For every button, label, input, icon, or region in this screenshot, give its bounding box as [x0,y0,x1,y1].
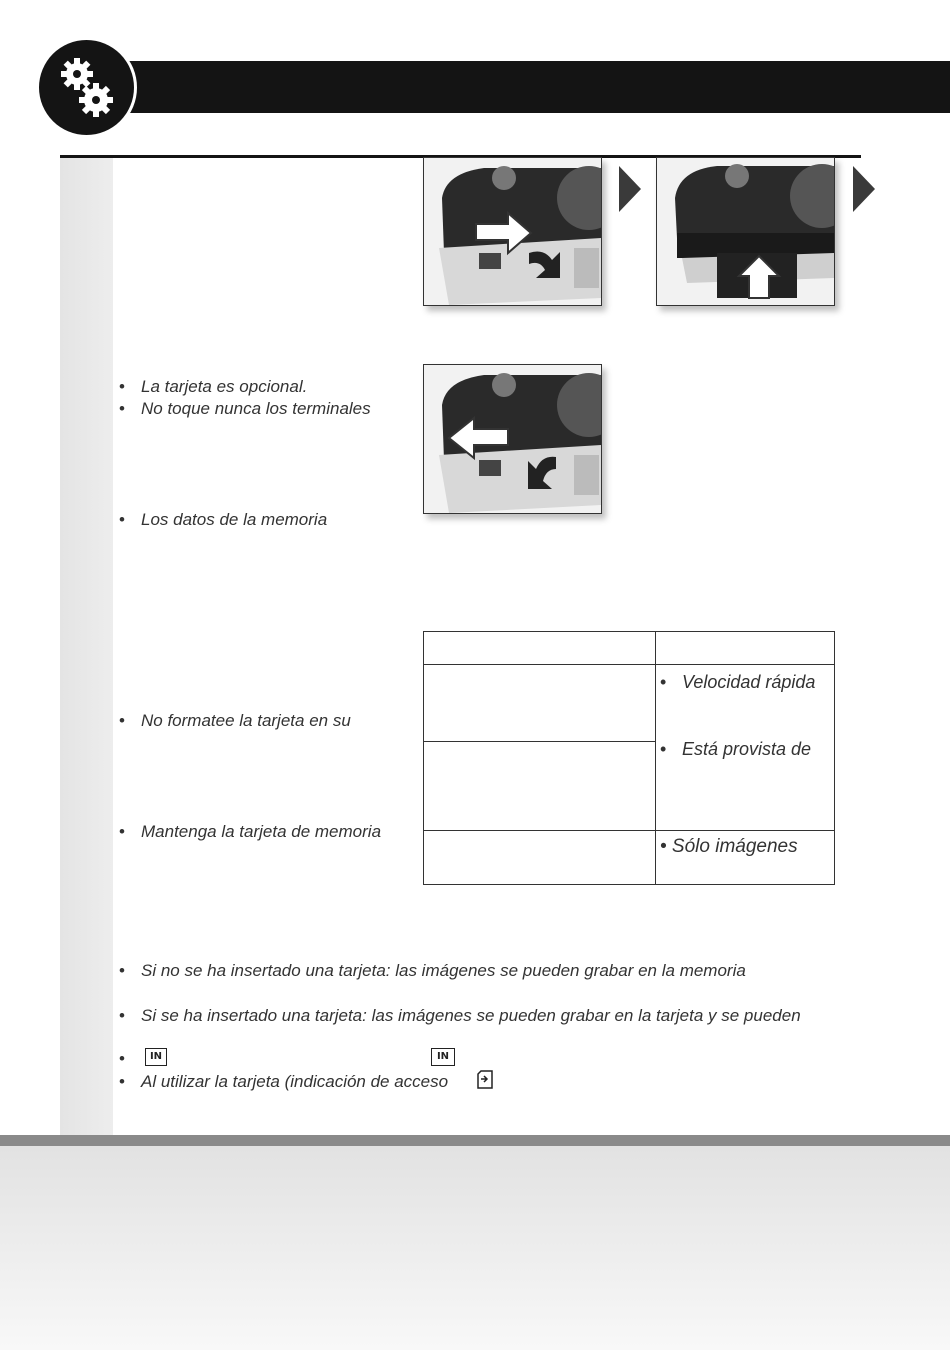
bullet-card-optional: • La tarjeta es opcional. [141,377,307,397]
gear-icon [39,40,134,135]
copy-to-memory-icon: IN [431,1048,455,1066]
card-access-icon [477,1070,493,1089]
step-arrow-2-icon [853,166,875,212]
table-header-divider [424,664,834,665]
bullet-card-inserted: • Si se ha insertado una tarjeta: las imágenes se pueden grabar en la tarjeta y se pueden [141,1006,801,1026]
footer-area [0,1146,950,1350]
bullet-keep-card: • Mantenga la tarjeta de memoria [141,822,381,842]
card-types-table [423,631,835,885]
section-header-bar [86,61,950,113]
bullet-using-card: • Al utilizar la tarjeta (indicación de acceso [141,1072,448,1092]
footer-band [0,1135,950,1146]
photo-insert-card [656,157,835,306]
bullet-no-card-inserted: • Si no se ha insertado una tarjeta: las imágenes se pueden grabar en la memoria [141,961,746,981]
bullet-do-not-touch: • No toque nunca los terminales [141,399,371,419]
photo-open-cover [423,157,602,306]
table-row-divider-2 [424,830,834,831]
bullet-do-not-format: • No formatee la tarjeta en su [141,711,351,731]
table-cell-provided: • Está provista de [682,739,811,759]
internal-memory-icon: IN [145,1048,167,1066]
bullet-memory-data: • Los datos de la memoria [141,510,327,530]
photo-close-cover [423,364,602,514]
table-cell-speed: • Velocidad rápida [682,672,815,692]
table-cell-images-only: • Sólo imágenes [660,836,798,857]
left-margin-strip [60,157,113,1135]
table-column-divider [655,632,656,884]
table-row-divider-1 [424,741,656,742]
step-arrow-1-icon [619,166,641,212]
